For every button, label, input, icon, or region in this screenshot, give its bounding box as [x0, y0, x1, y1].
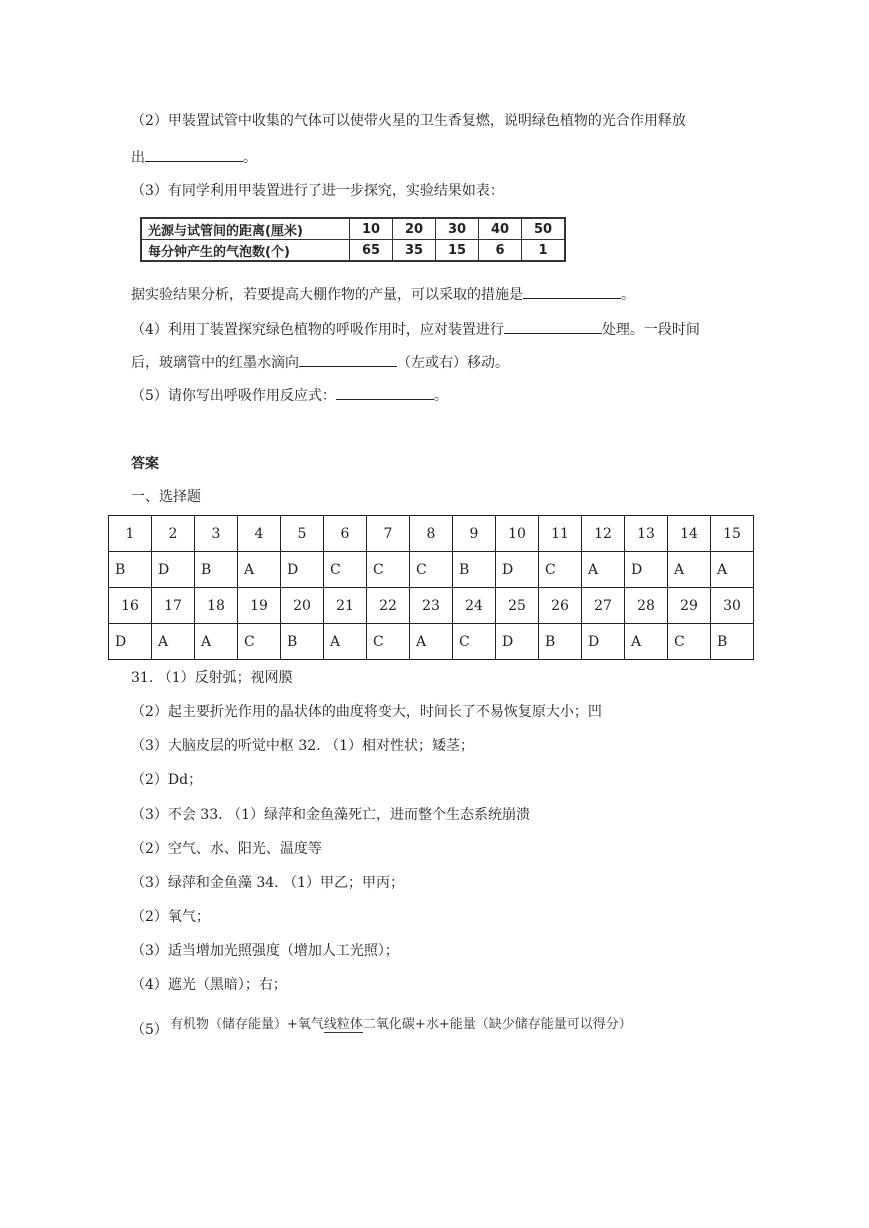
answer-line: （3）绿萍和金鱼藻 34. （1）甲乙；甲丙；: [131, 875, 404, 891]
answer-cell: 30: [711, 588, 754, 624]
table-cell: 30: [436, 218, 479, 240]
answer-line: （3）适当增加光照强度（增加人工光照）；: [131, 943, 399, 959]
answer-cell: 9: [453, 516, 496, 552]
answer-cell: 20: [281, 588, 324, 624]
answer-line: （3）大脑皮层的听觉中枢 32. （1）相对性状；矮茎；: [131, 738, 474, 754]
answer-blank: [523, 284, 621, 299]
answer-blank: [336, 385, 434, 400]
answer-cell: A: [152, 624, 195, 660]
experiment-row-bubbles: [141, 240, 565, 262]
q4-text-3: 后，玻璃管中的红墨水滴向: [131, 355, 299, 371]
q3-analysis: [131, 284, 635, 305]
answer-line: （2）氧气；: [131, 909, 210, 925]
answer-cell: A: [582, 552, 625, 588]
row-header: 光源与试管间的距离(厘米): [141, 218, 350, 240]
answer-cell: C: [324, 552, 367, 588]
answer-cell: B: [539, 624, 582, 660]
answer-cell: B: [109, 552, 152, 588]
answer-cell: D: [152, 552, 195, 588]
answer-cell: 11: [539, 516, 582, 552]
answer-cell: 2: [152, 516, 195, 552]
answer-cell: C: [668, 624, 711, 660]
experiment-row-distance: [141, 218, 565, 240]
answer-cell: C: [410, 552, 453, 588]
answer-row-letters: [109, 552, 754, 588]
answer-cell: 7: [367, 516, 410, 552]
answer-cell: 3: [195, 516, 238, 552]
answer-cell: D: [281, 552, 324, 588]
answer-line: （4）遮光（黑暗）；右；: [131, 977, 287, 993]
answer-cell: 4: [238, 516, 281, 552]
q4-line1: [131, 319, 700, 340]
answer-cell: 10: [496, 516, 539, 552]
table-cell: 65: [350, 240, 393, 262]
answer-blank: [504, 319, 602, 334]
answer-cell: A: [195, 624, 238, 660]
q3-intro: （3）有同学利用甲装置进行了进一步探究，实验结果如表：: [131, 183, 504, 199]
answer-cell: 24: [453, 588, 496, 624]
experiment-table: [140, 217, 566, 262]
answer-cell: 21: [324, 588, 367, 624]
answer-section-title: 一、选择题: [131, 489, 201, 505]
analysis-suffix: 。: [621, 287, 635, 303]
answer-cell: 23: [410, 588, 453, 624]
answer-line: 31. （1）反射弧；视网膜: [131, 670, 293, 686]
answer-row-numbers: [109, 588, 754, 624]
table-cell: 1: [522, 240, 566, 262]
q4-line2: [131, 352, 509, 373]
answer-row-numbers: [109, 516, 754, 552]
answer-cell: 15: [711, 516, 754, 552]
table-cell: 35: [393, 240, 436, 262]
answer-cell: 26: [539, 588, 582, 624]
answer-cell: B: [711, 624, 754, 660]
answer-line: （2）空气、水、阳光、温度等: [131, 841, 322, 857]
answer-cell: 6: [324, 516, 367, 552]
answer-cell: A: [668, 552, 711, 588]
q4-text-1: （4）利用丁装置探究绿色植物的呼吸作用时，应对装置进行: [131, 322, 504, 338]
equation-condition: 线粒体: [323, 1017, 363, 1032]
analysis-text: 据实验结果分析，若要提高大棚作物的产量，可以采取的措施是: [131, 287, 523, 303]
answer-cell: 25: [496, 588, 539, 624]
q2-prefix: 出: [131, 150, 145, 166]
answer-cell: A: [410, 624, 453, 660]
table-cell: 50: [522, 218, 566, 240]
row-header: 每分钟产生的气泡数(个): [141, 240, 350, 262]
answer-cell: 17: [152, 588, 195, 624]
answer-cell: 14: [668, 516, 711, 552]
answer-table: [108, 515, 754, 660]
q2-line1: （2）甲装置试管中收集的气体可以使带火星的卫生香复燃，说明绿色植物的光合作用释放: [131, 113, 686, 129]
answer-cell: C: [238, 624, 281, 660]
answer-cell: D: [109, 624, 152, 660]
answer-cell: B: [453, 552, 496, 588]
q4-text-2: 处理。一段时间: [601, 322, 700, 338]
equation-reactants: 有机物（储存能量）+氧气: [170, 1017, 324, 1032]
answer-line: （2）起主要折光作用的晶状体的曲度将变大，时间长了不易恢复原大小；凹: [131, 704, 602, 720]
answer-cell: A: [238, 552, 281, 588]
equation-products: 二氧化碳+水+能量（缺少储存能量可以得分）: [362, 1017, 632, 1032]
q5-suffix: 。: [433, 388, 448, 404]
answer-cell: D: [582, 624, 625, 660]
answer-cell: A: [711, 552, 754, 588]
equation-label: （5）: [131, 1022, 168, 1038]
answer-cell: 28: [625, 588, 668, 624]
respiration-equation: [170, 1013, 632, 1032]
answer-row-letters: [109, 624, 754, 660]
answer-cell: 18: [195, 588, 238, 624]
answer-cell: 22: [367, 588, 410, 624]
answer-cell: D: [625, 552, 668, 588]
table-cell: 15: [436, 240, 479, 262]
table-cell: 20: [393, 218, 436, 240]
q4-text-4: （左或右）移动。: [397, 355, 509, 371]
answer-cell: 16: [109, 588, 152, 624]
table-cell: 6: [479, 240, 522, 262]
answer-cell: D: [496, 552, 539, 588]
q5-text: （5）请你写出呼吸作用反应式：: [131, 388, 336, 404]
q2-line2: [131, 147, 257, 168]
answer-cell: 5: [281, 516, 324, 552]
q2-suffix: 。: [243, 150, 257, 166]
answer-cell: 27: [582, 588, 625, 624]
answer-line: （3）不会 33. （1）绿萍和金鱼藻死亡，进而整个生态系统崩溃: [131, 807, 530, 823]
answer-cell: 19: [238, 588, 281, 624]
answer-cell: 12: [582, 516, 625, 552]
answer-cell: B: [281, 624, 324, 660]
answer-line: （2）Dd；: [131, 772, 203, 788]
answer-heading: 答案: [131, 456, 159, 472]
table-cell: 40: [479, 218, 522, 240]
answer-cell: C: [453, 624, 496, 660]
answer-blank: [145, 147, 243, 162]
answer-cell: C: [539, 552, 582, 588]
table-cell: 10: [350, 218, 393, 240]
answer-cell: 1: [109, 516, 152, 552]
answer-cell: 8: [410, 516, 453, 552]
answer-blank: [299, 352, 397, 367]
q5-line: [131, 385, 448, 406]
answer-cell: A: [324, 624, 367, 660]
answer-cell: B: [195, 552, 238, 588]
answer-cell: 13: [625, 516, 668, 552]
answer-cell: C: [367, 624, 410, 660]
answer-cell: 29: [668, 588, 711, 624]
answer-cell: C: [367, 552, 410, 588]
answer-cell: D: [496, 624, 539, 660]
answer-cell: A: [625, 624, 668, 660]
